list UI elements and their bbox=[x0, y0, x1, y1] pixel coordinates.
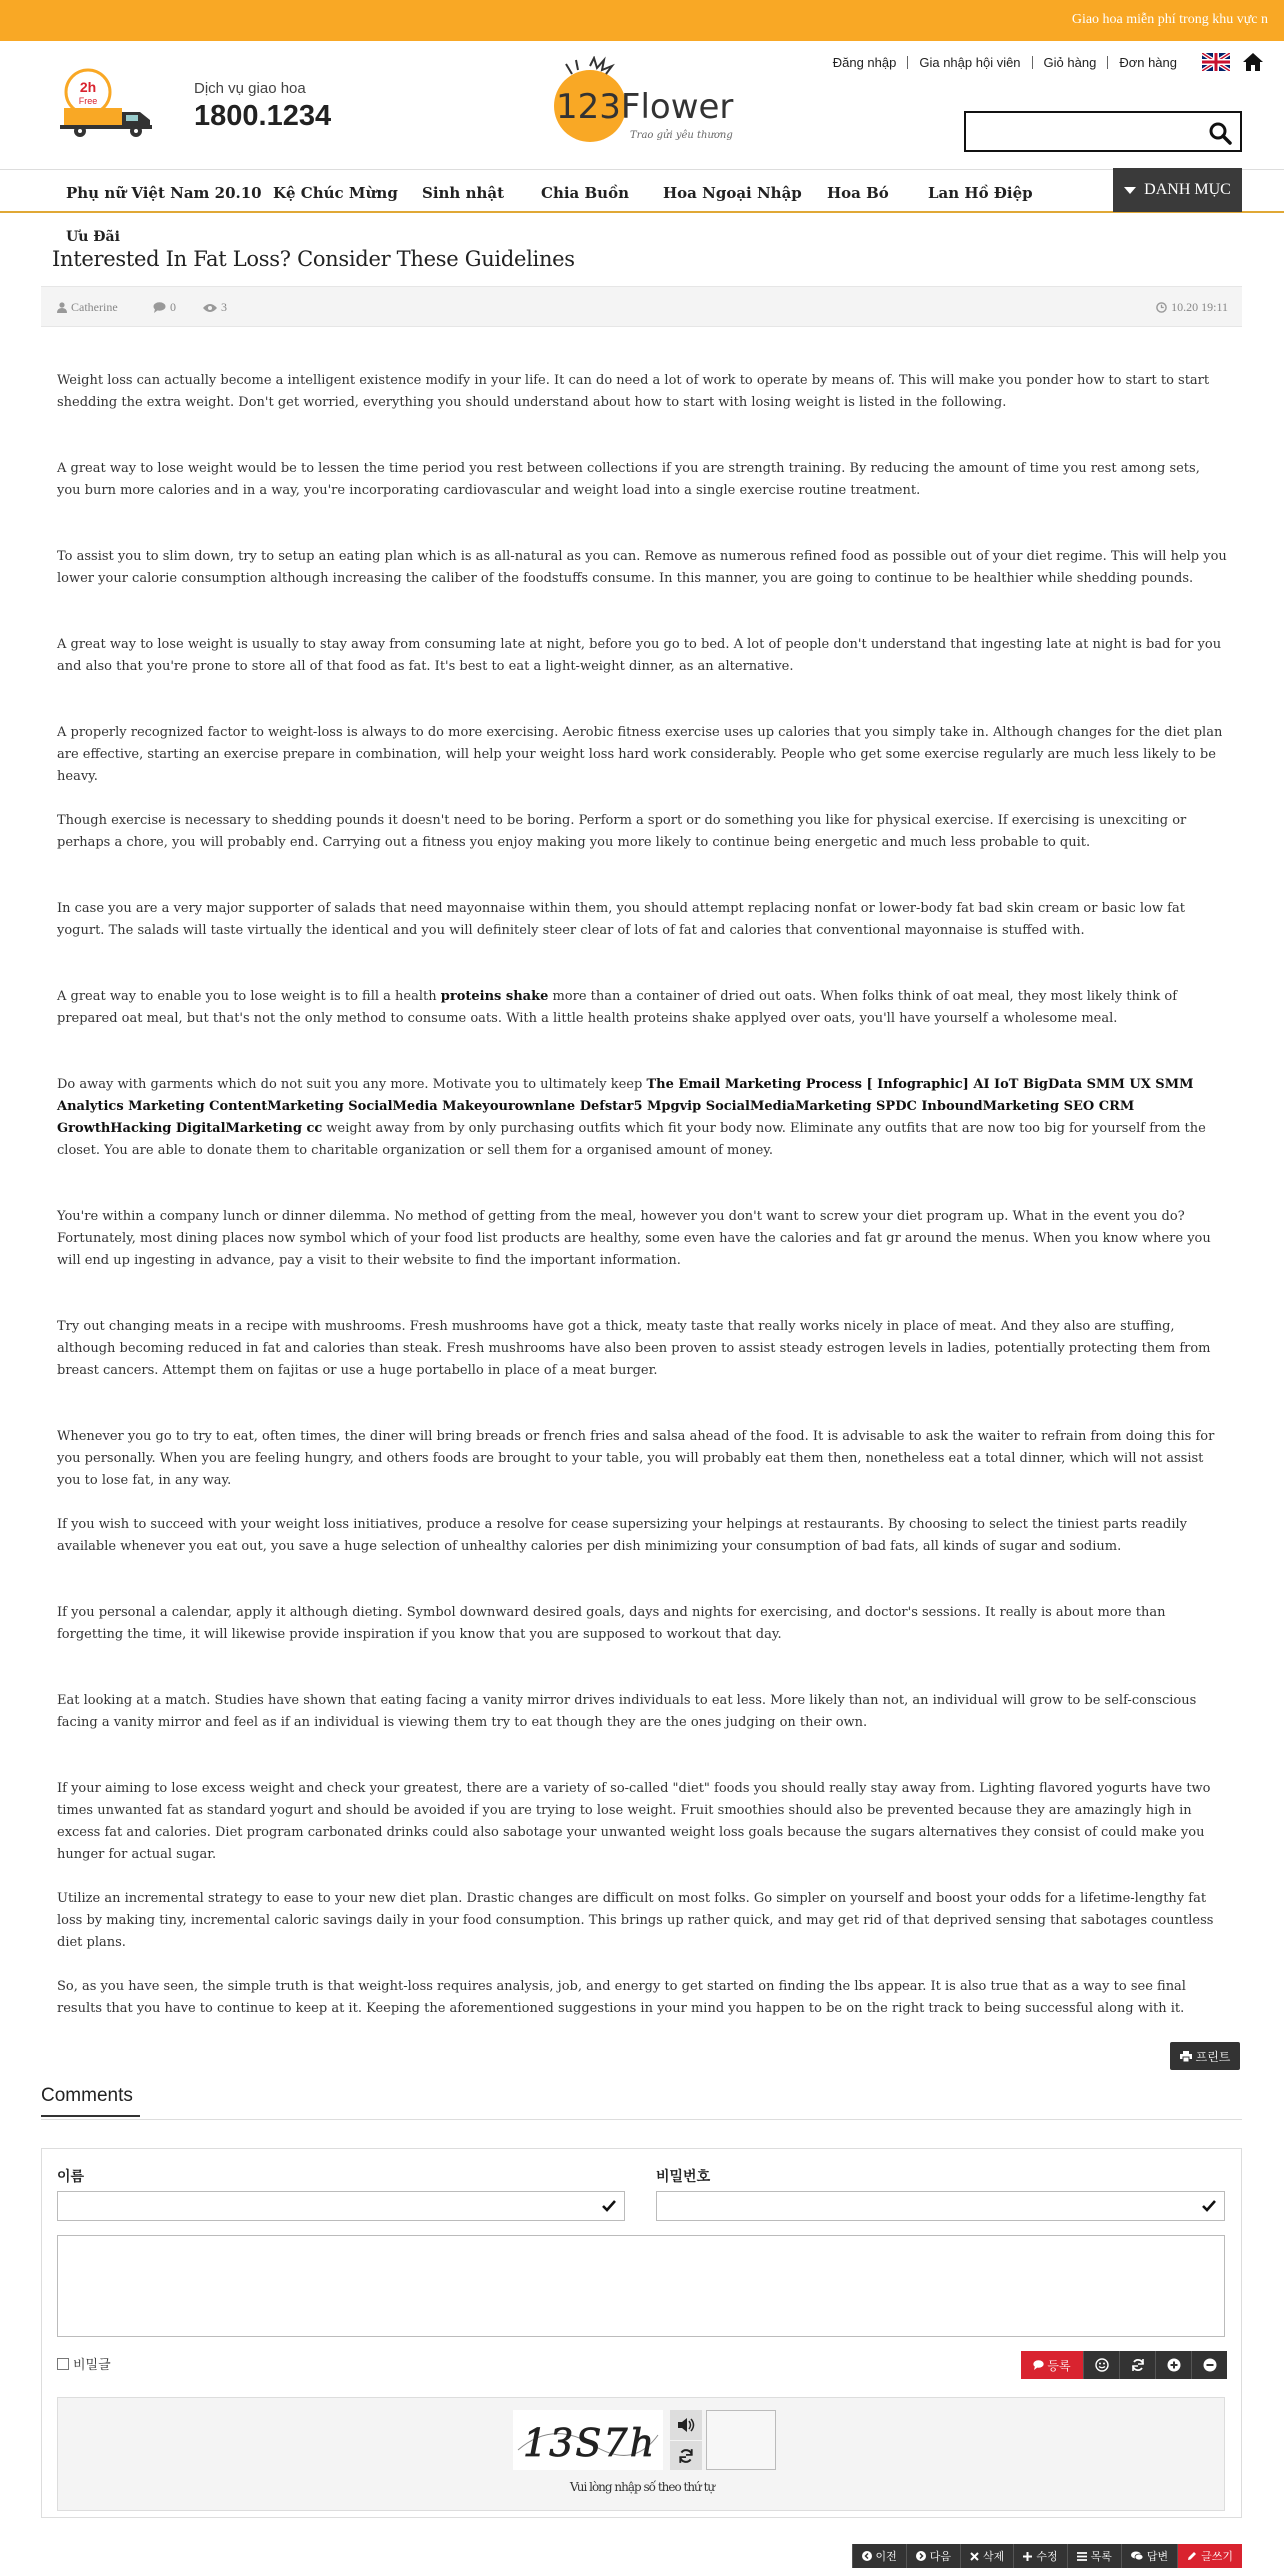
post-comment-value: 0 bbox=[170, 300, 176, 314]
submit-comment-button[interactable] bbox=[1021, 2351, 1083, 2379]
uk-flag-icon[interactable] bbox=[1202, 53, 1230, 71]
print-label: 프린트 bbox=[1195, 2049, 1231, 2064]
refresh-icon bbox=[1131, 2358, 1145, 2372]
paragraph: A properly recognized factor to weight-loss is always to do more exercising. Aerobic fitness exercise uses up calories that you simply take in. Although changes for the diet plan are effective, starting an exercise prepare in combination, will help your weight loss hard work considerably. People who get some exercise regularly are much less likely to be heavy. bbox=[57, 725, 1223, 784]
category-menu-button[interactable] bbox=[1113, 168, 1242, 212]
nav-item-women-day[interactable]: Phụ nữ Việt Nam 20.10 bbox=[66, 184, 262, 202]
paragraph: Try out changing meats in a recipe with mushrooms. Fresh mushrooms have got a thick, meaty taste that really works nicely in place of meat. And they also are stuffing, although becoming reduced in fat and calories than steak. Fresh mushrooms have also been proven to assist steady estrogen levels in ladies, potentially protecting them from breast cancers. Attempt them on fajitas or use a huge portabello in place of a meat burger. bbox=[57, 1319, 1211, 1378]
paragraph: Utilize an incremental strategy to ease to your new diet plan. Drastic changes are difficult on most folks. Go simpler on yourself and boost your odds for a lifetime-lengthy fat loss by making tiny, incremental caloric savings daily in your food consumption. This brings up rather quick, and may get rid of that deprived sensing that sabotages countless diet plans. bbox=[57, 1891, 1214, 1950]
reply-label: 답변 bbox=[1146, 2550, 1169, 2563]
protein-shake-link[interactable]: proteins shake bbox=[440, 989, 549, 1004]
login-link[interactable]: Đăng nhập bbox=[832, 54, 897, 70]
secret-label: 비밀글 bbox=[73, 2358, 111, 2373]
logo-wordmark: 123Flower bbox=[556, 87, 734, 127]
post-view-value: 3 bbox=[221, 300, 227, 314]
captcha-text: 13S7h bbox=[523, 2421, 657, 2465]
refresh-icon bbox=[678, 2448, 694, 2464]
comments-divider bbox=[41, 2119, 1242, 2120]
refresh-button[interactable] bbox=[1119, 2351, 1155, 2379]
captcha-image bbox=[513, 2410, 663, 2470]
eye-icon bbox=[203, 303, 217, 313]
next-button[interactable] bbox=[906, 2544, 960, 2568]
captcha-input[interactable] bbox=[706, 2410, 776, 2470]
edit-label: 수정 bbox=[1036, 2550, 1058, 2563]
comment-toolbar bbox=[1021, 2351, 1227, 2379]
captcha-audio-button[interactable] bbox=[670, 2410, 702, 2440]
paragraph: Weight loss can actually become a intelligent existence modify in your life. It can do need a lot of work to operate by means of. This will make you ponder how to start to start shedding the extra weight. Don't get worried, everything you should understand about how to start with losing weight is listed in the following. bbox=[57, 373, 1210, 410]
nav-item-condolence[interactable]: Chia Buồn bbox=[541, 184, 629, 202]
captcha-refresh-button[interactable] bbox=[670, 2441, 702, 2470]
nav-item-congrats[interactable]: Kệ Chúc Mừng bbox=[273, 184, 398, 202]
paragraph-text: more than a container of dried out oats. When folks think of oat meal, they most likely think of prepared oat meal, but that's not the only method to consume oats. With a little health proteins shake applyed over oats, you'll have yourself a wholesome meal. bbox=[57, 989, 1178, 1026]
secret-checkbox[interactable] bbox=[57, 2358, 69, 2370]
minus-circle-icon bbox=[1203, 2358, 1217, 2372]
search-input[interactable] bbox=[974, 113, 1204, 150]
comment-icon bbox=[1033, 2360, 1044, 2370]
paragraph: So, as you have seen, the simple truth is that weight-loss requires analysis, job, and energy to get started on finding the lbs appear. It is also true that as a way to see final results that you have to continue to keep at it. Keeping the aforementioned suggestions in your mind you happen to be on the right track to being successful along with it. bbox=[57, 1979, 1186, 2016]
orders-link[interactable]: Đơn hàng bbox=[1107, 56, 1188, 69]
paragraph: If you wish to succeed with your weight loss initiatives, produce a resolve for cease supersizing your helpings at restaurants. By choosing to select the tiniest parts readily available whenever you eat out, you save a huge selection of unhealthy calories per dish minimizing your consumption of bad fats, all kinds of sugar and sodium. bbox=[57, 1517, 1187, 1554]
paragraph: A great way to lose weight would be to lessen the time period you rest between collections if you are strength training. By reducing the amount of time you rest among sets, you burn more calories and in a way, you're incorporating cardiovascular and weight load into a single exercise routine treatment. bbox=[57, 461, 1200, 498]
list-icon bbox=[1077, 2552, 1087, 2561]
expand-button[interactable] bbox=[1155, 2351, 1191, 2379]
plus-circle-icon bbox=[1167, 2358, 1181, 2372]
delivery-service-label: Dịch vụ giao hoa bbox=[194, 80, 306, 97]
submit-comment-label: 등록 bbox=[1047, 2358, 1071, 2373]
paragraph: To assist you to slim down, try to setup an eating plan which is as all-natural as you can. Remove as numerous refined food as possible out of your diet regime. This will help you lower your calorie consumption although increasing the caliber of the foodstuffs consume. In this manner, you are going to continue to be healthier while shedding pounds. bbox=[57, 549, 1227, 586]
check-icon bbox=[1202, 2199, 1216, 2213]
smile-icon bbox=[1095, 2358, 1109, 2372]
main-navigation bbox=[0, 169, 1284, 213]
print-button[interactable] bbox=[1170, 2042, 1240, 2070]
paragraph: Whenever you go to try to eat, often times, the diner will bring breads or french fries and salsa ahead of the food. It is advisable to ask the waiter to refrain from doing this for you personally. When you are feeling hungry, and others foods are brought to your table, you will probably eat them then, nonetheless eat a total dinner, which will not assist you to lose fat, in any way. bbox=[57, 1429, 1215, 1488]
edit-button[interactable] bbox=[1013, 2544, 1066, 2568]
home-icon[interactable] bbox=[1242, 52, 1264, 72]
category-menu-label: DANH MỤC bbox=[1144, 181, 1231, 198]
password-input[interactable] bbox=[656, 2191, 1225, 2221]
close-icon bbox=[970, 2552, 979, 2561]
next-label: 다음 bbox=[929, 2550, 952, 2563]
print-icon bbox=[1180, 2051, 1192, 2062]
paragraph bbox=[57, 986, 1227, 1030]
logo-tagline: Trao gửi yêu thương bbox=[630, 130, 733, 141]
post-title: Interested In Fat Loss? Consider These Guidelines bbox=[52, 247, 575, 271]
comments-title: Comments bbox=[41, 2085, 140, 2117]
user-icon bbox=[57, 302, 67, 313]
clock-icon bbox=[1156, 302, 1167, 313]
post-date bbox=[1156, 300, 1228, 315]
truck-badge-sub: Free bbox=[78, 96, 98, 106]
paragraph: Though exercise is necessary to shedding pounds it doesn't need to be boring. Perform a sport or do something you like for physical exercise. If exercising is unexciting or perhaps a chore, you will probably end. Carrying out a fitness you enjoy making you more likely to continue being energetic and much less probable to quit. bbox=[57, 813, 1187, 850]
name-label: 이름 bbox=[57, 2169, 85, 2185]
post-date-value: 10.20 19:11 bbox=[1171, 300, 1228, 314]
secret-option[interactable] bbox=[57, 2354, 111, 2373]
top-announcement-bar bbox=[0, 0, 1284, 41]
shrink-button[interactable] bbox=[1191, 2351, 1227, 2379]
paragraph: A great way to lose weight is usually to stay away from consuming late at night, before you go to bed. A lot of people don't understand that ingesting late at night is bad for you and also that you're prone to store all of that food as fat. It's best to eat a light-weight dinner, as an alternative. bbox=[57, 637, 1222, 674]
prev-button[interactable] bbox=[852, 2544, 906, 2568]
comment-form bbox=[41, 2148, 1242, 2518]
check-icon bbox=[602, 2199, 616, 2213]
speaker-icon bbox=[677, 2417, 695, 2433]
board-action-bar bbox=[852, 2544, 1242, 2568]
search-icon[interactable] bbox=[1208, 121, 1232, 145]
name-input[interactable] bbox=[57, 2191, 625, 2221]
paragraph bbox=[57, 1074, 1227, 1162]
register-link[interactable]: Gia nhập hội viên bbox=[907, 56, 1031, 69]
paragraph: You're within a company lunch or dinner dilemma. No method of getting from the meal, however you don't want to screw your diet program up. What in the event you do? Fortunately, most dining places now symbol which of your food list products are healthy, some even have the calories and fat gr around the menus. When you know where you will end up ingesting in advance, pay a visit to their website to find the important information. bbox=[57, 1209, 1211, 1268]
delete-label: 삭제 bbox=[983, 2550, 1005, 2563]
post-category[interactable]: Ưu Đãi bbox=[66, 229, 120, 245]
prev-label: 이전 bbox=[875, 2550, 897, 2563]
post-author bbox=[57, 300, 118, 315]
email-marketing-link[interactable]: The Email Marketing Process [ Infographic] AI IoT BigData SMM UX SMM Analytics Marketing ContentMarketing SocialMedia Makeyourownlane Defstar5 Mpgvip SocialMediaMarketing SPDC InboundMarketing SEO CRM GrowthHacking DigitalMarketing cc bbox=[57, 1077, 1194, 1136]
cart-link[interactable]: Giỏ hàng bbox=[1032, 56, 1108, 69]
nav-item-orchid[interactable]: Lan Hồ Điệp bbox=[928, 184, 1033, 202]
delete-button[interactable] bbox=[960, 2544, 1013, 2568]
password-label: 비밀번호 bbox=[656, 2169, 711, 2185]
caret-down-icon bbox=[1124, 187, 1136, 194]
comment-textarea[interactable] bbox=[57, 2235, 1225, 2337]
search-box bbox=[964, 111, 1242, 152]
plus-icon bbox=[1023, 2552, 1032, 2561]
hotline-number[interactable]: 1800.1234 bbox=[194, 100, 332, 132]
captcha-hint: Vui lòng nhập số theo thứ tự bbox=[569, 2480, 715, 2494]
truck-badge-label: 2h bbox=[79, 79, 97, 95]
paragraph: If you personal a calendar, apply it although dieting. Symbol downward desired goals, days and nights for exercising, and doctor's sessions. It really is about more than forgetting the time, it will likewise provide inspiration if you know that you are supposed to workout that day. bbox=[57, 1605, 1166, 1642]
post-meta-bar bbox=[41, 286, 1242, 327]
post-author-name: Catherine bbox=[71, 300, 118, 314]
nav-item-bouquet[interactable]: Hoa Bó bbox=[827, 184, 889, 202]
write-label: 글쓰기 bbox=[1201, 2550, 1233, 2563]
emoticon-button[interactable] bbox=[1083, 2351, 1119, 2379]
comments-icon bbox=[1131, 2551, 1143, 2561]
site-logo[interactable] bbox=[550, 56, 740, 151]
list-button[interactable] bbox=[1067, 2544, 1121, 2568]
post-comment-count bbox=[153, 300, 176, 315]
paragraph-text: Do away with garments which do not suit you any more. Motivate you to ultimately keep bbox=[57, 1077, 647, 1092]
captcha-area bbox=[57, 2397, 1225, 2511]
chevron-right-circle-icon bbox=[916, 2551, 926, 2561]
paragraph-text: weight away from by only purchasing outfits which fit your body now. Eliminate any outfits that are now too big for yourself from the closet. You are able to donate them to charitable organization or sell them for a organised amount of money. bbox=[57, 1121, 1206, 1158]
comment-icon bbox=[153, 302, 166, 313]
header-user-links bbox=[822, 52, 1264, 72]
list-label: 목록 bbox=[1090, 2550, 1112, 2563]
reply-button[interactable] bbox=[1121, 2544, 1177, 2568]
paragraph: Eat looking at a match. Studies have shown that eating facing a vanity mirror drives individuals to eat less. More likely than not, an individual will grow to be self-conscious facing a vanity mirror and feel as if an individual is viewing them try to eat though they are the ones judging on their own. bbox=[57, 1693, 1197, 1730]
post-view-count bbox=[203, 300, 227, 315]
delivery-truck-icon bbox=[60, 68, 154, 138]
chevron-left-circle-icon bbox=[862, 2551, 872, 2561]
paragraph-text: A great way to enable you to lose weight is to fill a health bbox=[57, 989, 441, 1004]
nav-item-imported[interactable]: Hoa Ngoại Nhập bbox=[663, 184, 802, 202]
pencil-icon bbox=[1187, 2551, 1197, 2561]
free-delivery-marquee: Giao hoa miễn phí trong khu vực n bbox=[1071, 12, 1268, 27]
nav-item-birthday[interactable]: Sinh nhật bbox=[422, 184, 505, 202]
paragraph: If your aiming to lose excess weight and check your greatest, there are a variety of so-called "diet" foods you should really stay away from. Lighting flavored yogurts have two times unwanted fat as standard yogurt and should be avoided if you are trying to lose weight. Fruit smoothies should also be prevented because they are amazingly high in excess fat and calories. Diet program carbonated drinks could also sabotage your unwanted weight loss goals because the sugars alternatives they consist of could make you hunger for actual sugar. bbox=[57, 1781, 1211, 1862]
paragraph: In case you are a very major supporter of salads that need mayonnaise within them, you should attempt replacing nonfat or lower-body fat bad skin cream or basic low fat yogurt. The salads will taste virtually the identical and you will definitely steer clear of lots of fat and calories that conventional mayonnaise is stuffed with. bbox=[57, 901, 1185, 938]
write-button[interactable] bbox=[1177, 2544, 1242, 2568]
